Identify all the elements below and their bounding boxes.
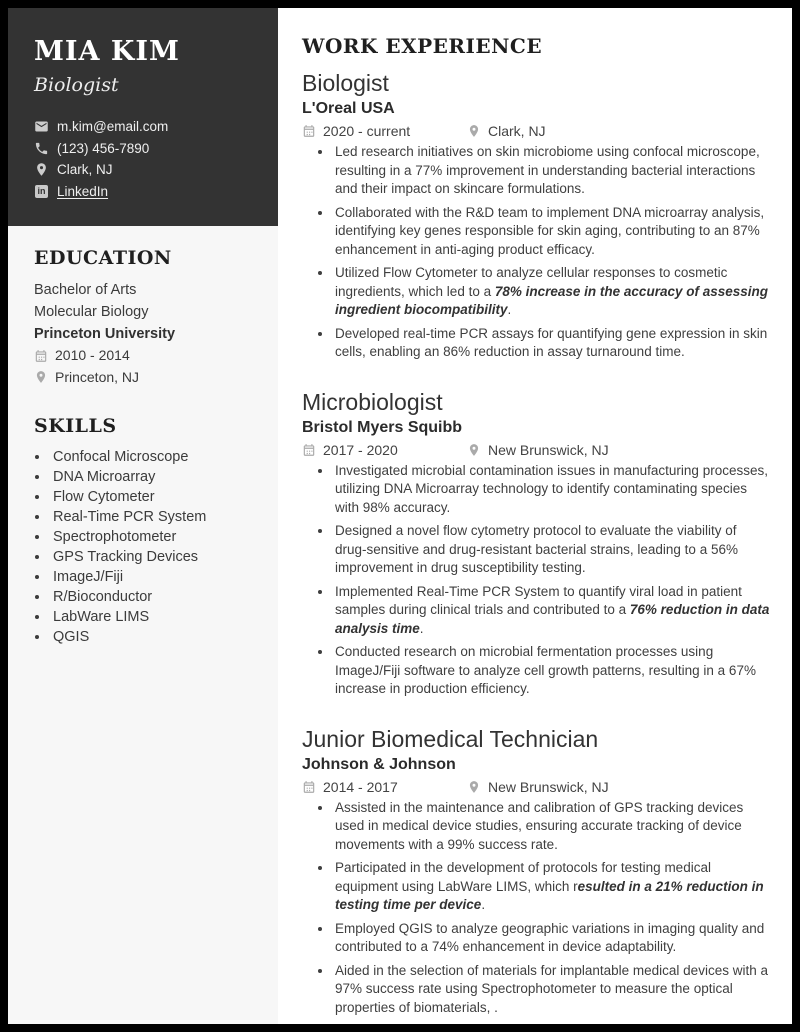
experience-bullet: • Investigated microbial contamination issues in manufacturing processes, utilizing DNA Microarray technology to identify contaminating species with 98% accuracy. <box>333 462 770 518</box>
skills-section <box>34 415 254 647</box>
job-bullets <box>333 462 770 699</box>
job-company: Johnson & Johnson <box>302 755 456 773</box>
work-experience-heading: WORK EXPERIENCE <box>302 34 543 58</box>
experience-bullet: • Employed QGIS to analyze geographic variations in imaging quality and contributed to a 74% enhancement in device adaptability. <box>333 920 770 957</box>
skill-item: • Flow Cytometer <box>50 487 254 507</box>
job-entry <box>302 725 770 1018</box>
person-role: Biologist <box>34 74 119 96</box>
education-dates-text: 2010 - 2014 <box>55 347 130 363</box>
experience-bullet: • Designed a novel flow cytometry protocol to evaluate the viability of drug-sensitive and drug-resistant bacterial strains, leading to a 56% improvement in drug susceptibility testing. <box>333 522 770 578</box>
work-experience-section <box>278 8 792 1024</box>
contact-phone-text: (123) 456-7890 <box>57 140 150 156</box>
job-dates <box>302 442 467 458</box>
person-name: MIA KIM <box>34 36 180 67</box>
calendar-icon <box>302 443 316 457</box>
linkedin-link[interactable]: LinkedIn <box>57 183 109 199</box>
location-pin-icon <box>467 124 481 138</box>
job-entry <box>302 388 770 699</box>
experience-bullet: • Led research initiatives on skin microbiome using confocal microscope, resulting in a 77% improvement in understanding bacterial interactions and their impact on skincare formulations. <box>333 143 770 199</box>
sidebar-body <box>8 226 278 667</box>
email-icon <box>34 119 49 134</box>
job-dates <box>302 123 467 139</box>
contact-list <box>34 116 254 202</box>
job-title: Microbiologist <box>302 388 443 415</box>
phone-icon <box>34 141 49 156</box>
job-company: L'Oreal USA <box>302 100 395 117</box>
skill-item: • LabWare LIMS <box>50 607 254 627</box>
skill-item: • GPS Tracking Devices <box>50 547 254 567</box>
experience-bullet: • Implemented Real-Time PCR System to quantify viral load in patient samples during clinical trials and contributed to a 76% reduction in data analysis time. <box>333 583 770 639</box>
contact-email-text: m.kim@email.com <box>57 119 169 134</box>
job-meta <box>302 779 770 795</box>
job-title: Junior Biomedical Technician <box>302 725 599 752</box>
skills-list <box>50 447 254 647</box>
job-dates <box>302 779 467 795</box>
education-location <box>34 367 254 389</box>
skill-item: • Real-Time PCR System <box>50 507 254 527</box>
education-dates <box>34 345 254 367</box>
job-location <box>467 779 609 795</box>
education-location-text: Princeton, NJ <box>55 368 140 385</box>
skills-heading: SKILLS <box>34 415 117 437</box>
job-dates-text: 2020 - current <box>323 123 411 139</box>
job-meta <box>302 123 770 139</box>
calendar-icon <box>34 349 48 363</box>
experience-bullet: • Assisted in the maintenance and calibration of GPS tracking devices used in medical device studies, ensuring accurate tracking of device movements with a 99% success rate. <box>333 799 770 855</box>
skill-item: • DNA Microarray <box>50 467 254 487</box>
education-section <box>34 247 254 388</box>
skill-item: • ImageJ/Fiji <box>50 567 254 587</box>
job-bullets <box>333 143 770 362</box>
job-location <box>467 123 546 139</box>
resume-page <box>8 8 792 1024</box>
skill-item: • QGIS <box>50 627 254 647</box>
job-dates-text: 2014 - 2017 <box>323 778 398 795</box>
sidebar-header <box>8 8 278 226</box>
skill-item: • Confocal Microscope <box>50 447 254 467</box>
jobs-container <box>302 69 770 1017</box>
job-meta <box>302 442 770 458</box>
job-entry <box>302 69 770 362</box>
contact-location-text: Clark, NJ <box>57 162 113 177</box>
location-pin-icon <box>34 162 49 177</box>
education-school: Princeton University <box>34 326 176 342</box>
linkedin-icon: in <box>34 184 49 199</box>
location-pin-icon <box>467 780 481 794</box>
job-location-text: New Brunswick, NJ <box>488 778 609 795</box>
experience-bullet: • Utilized Flow Cytometer to analyze cellular responses to cosmetic ingredients, which led to a 78% increase in the accuracy of assessing ingredient biocompatibility. <box>333 264 770 320</box>
education-degree: Bachelor of Arts <box>34 282 137 298</box>
experience-bullet: • Aided in the selection of materials for implantable medical devices with a 97% success rate using Spectrophotometer to measure the optical properties of biomaterials, . <box>333 962 770 1018</box>
location-pin-icon <box>467 443 481 457</box>
job-company: Bristol Myers Squibb <box>302 418 463 436</box>
job-location-text: Clark, NJ <box>488 123 546 139</box>
skill-item: • Spectrophotometer <box>50 527 254 547</box>
education-field: Molecular Biology <box>34 304 149 320</box>
job-dates-text: 2017 - 2020 <box>323 441 398 458</box>
experience-bullet: • Conducted research on microbial fermentation processes using ImageJ/Fiji software to analyze cell growth patterns, resulting in a 67% increase in production efficiency. <box>333 643 770 699</box>
calendar-icon <box>302 124 316 138</box>
job-location <box>467 442 609 458</box>
job-location-text: New Brunswick, NJ <box>488 441 609 458</box>
skill-item: • R/Bioconductor <box>50 587 254 607</box>
job-title: Biologist <box>302 70 389 96</box>
contact-phone <box>34 138 254 160</box>
experience-bullet: • Participated in the development of protocols for testing medical equipment using LabWare LIMS, which resulted in a 21% reduction in testing time per device. <box>333 859 770 915</box>
calendar-icon <box>302 780 316 794</box>
contact-location <box>34 159 254 181</box>
sidebar <box>8 8 278 1024</box>
job-bullets <box>333 799 770 1018</box>
contact-linkedin <box>34 181 254 203</box>
location-pin-icon <box>34 370 48 384</box>
education-heading: EDUCATION <box>34 247 172 269</box>
experience-bullet: • Developed real-time PCR assays for quantifying gene expression in skin cells, enabling an 86% reduction in assay turnaround time. <box>333 325 770 362</box>
experience-bullet: • Collaborated with the R&D team to implement DNA microarray analysis, identifying key genes responsible for skin aging, contributing to an 87% enhancement in anti-aging product efficacy. <box>333 204 770 260</box>
contact-email <box>34 116 254 138</box>
